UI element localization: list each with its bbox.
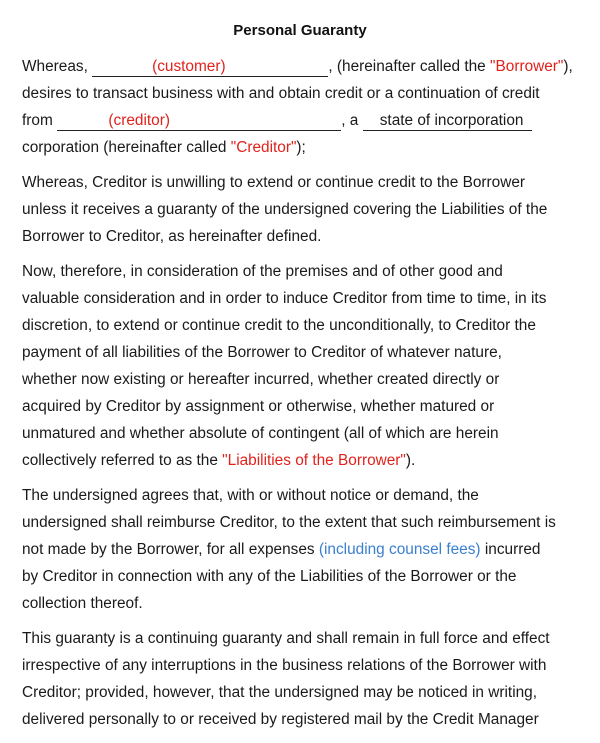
creditor-term: "Creditor"	[230, 139, 297, 156]
paragraph-line: Whereas, Creditor is unwilling to extend or continue credit to the Borrower	[22, 174, 525, 191]
state-of-incorporation-field[interactable]	[363, 112, 532, 131]
paragraph-line: Creditor; provided, however, that the undersigned may be noticed in writing,	[22, 684, 538, 701]
paragraph-line: collection thereof.	[22, 595, 143, 612]
borrower-term: "Borrower"	[490, 58, 564, 75]
parties-line-1: Whereas, (customer) , (hereinafter called the "Borrower"),	[22, 58, 573, 75]
paragraph-line: valuable consideration and in order to induce Creditor from time to time, in its	[22, 290, 547, 307]
paragraph-line: undersigned shall reimburse Creditor, to the extent that such reimbursement is	[22, 514, 556, 531]
paragraph-continuing-guaranty	[22, 625, 582, 733]
paragraph-line: acquired by Creditor by assignment or otherwise, whether matured or	[22, 398, 495, 415]
document-body	[22, 53, 582, 741]
paragraph-line: irrespective of any interruptions in the business relations of the Borrower with	[22, 657, 547, 674]
paragraph-line: delivered personally to or received by registered mail by the Credit Manager	[22, 711, 539, 728]
paragraph-line: whether now existing or hereafter incurred, whether created directly or	[22, 371, 500, 388]
paragraph-line: unmatured and whether absolute of contingent (all of which are herein	[22, 425, 499, 442]
paragraph-line: Now, therefore, in consideration of the premises and of other good and	[22, 263, 503, 280]
paragraph-line: discretion, to extend or continue credit to the unconditionally, to Creditor the	[22, 317, 536, 334]
paragraph-whereas-creditor	[22, 169, 582, 250]
state-of-incorporation-placeholder: state of incorporation	[379, 112, 524, 129]
customer-placeholder: (customer)	[152, 58, 226, 75]
creditor-placeholder: (creditor)	[108, 112, 170, 129]
paragraph-line: This guaranty is a continuing guaranty and shall remain in full force and effect	[22, 630, 550, 647]
paragraph-now-therefore	[22, 258, 582, 474]
paragraph-line: Borrower to Creditor, as hereinafter defined.	[22, 228, 322, 245]
paragraph-line: The undersigned agrees that, with or without notice or demand, the	[22, 487, 479, 504]
paragraph-parties	[22, 53, 582, 161]
parties-line-2: desires to transact business with and obtain credit or a continuation of credit	[22, 85, 540, 102]
parties-line-4: corporation (hereinafter called "Creditor");	[22, 139, 306, 156]
customer-field[interactable]	[92, 58, 328, 77]
paragraph-line: payment of all liabilities of the Borrower to Creditor of whatever nature,	[22, 344, 502, 361]
counsel-fees-note: (including counsel fees)	[318, 541, 481, 558]
paragraph-line: collectively referred to as the "Liabilities of the Borrower").	[22, 452, 416, 469]
document-title: Personal Guaranty	[233, 22, 367, 39]
paragraph-reimbursement	[22, 482, 582, 617]
creditor-field[interactable]	[57, 112, 341, 131]
liabilities-term: "Liabilities of the Borrower"	[222, 452, 406, 469]
paragraph-line: not made by the Borrower, for all expenses (including counsel fees) incurred	[22, 541, 541, 558]
paragraph-line: by Creditor in connection with any of the Liabilities of the Borrower or the	[22, 568, 517, 585]
parties-line-3: from (creditor) , a state of incorporation	[22, 107, 582, 134]
paragraph-line: unless it receives a guaranty of the undersigned covering the Liabilities of the	[22, 201, 548, 218]
